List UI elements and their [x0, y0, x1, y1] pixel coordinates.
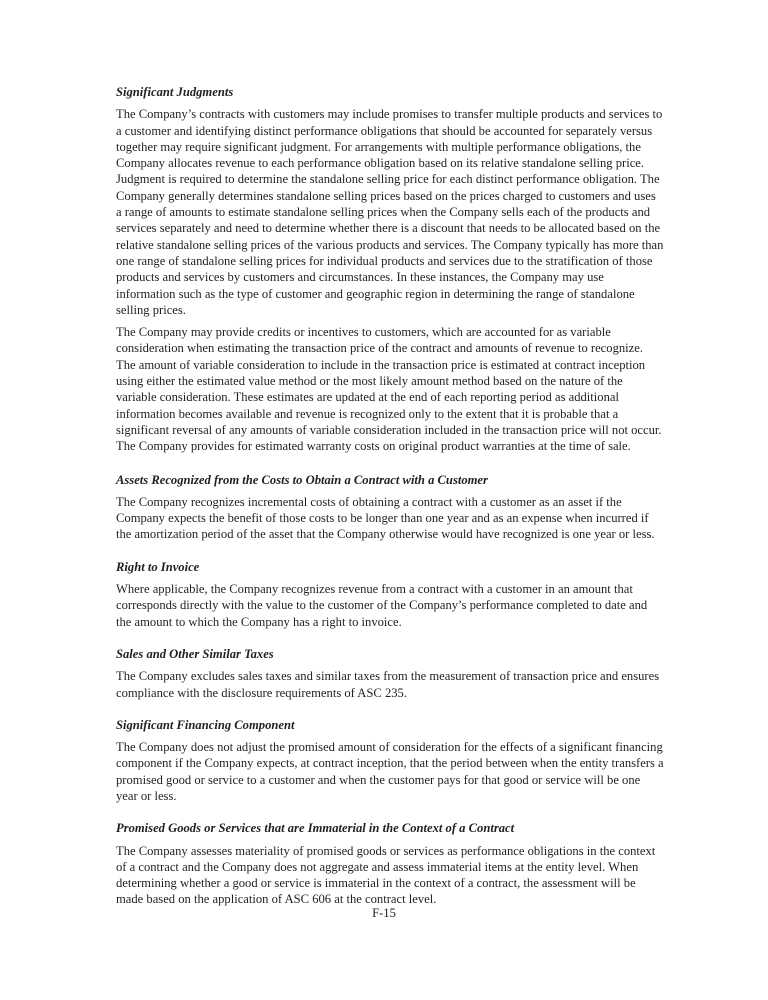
section-heading: Significant Financing Component: [116, 717, 295, 732]
text-line: selling prices.: [116, 302, 186, 317]
text-line: the amount to which the Company has a right to invoice.: [116, 614, 402, 629]
text-line: Where applicable, the Company recognizes revenue from a contract with a customer in an amount that: [116, 582, 633, 597]
text-line: corresponds directly with the value to the customer of the Company’s performance completed to date and: [116, 598, 648, 613]
text-line: Company allocates revenue to each performance obligation based on its relative standalone selling price.: [116, 156, 645, 171]
text-line: using either the estimated value method or the most likely amount method based on the nature of the: [116, 374, 623, 389]
section-heading: Right to Invoice: [116, 559, 200, 574]
text-line: the amortization period of the asset that the Company otherwise would have recognized is one year or less.: [116, 527, 655, 542]
text-line: made based on the application of ASC 606 at the contract level.: [116, 892, 437, 907]
text-line: promised good or service to a customer and when the customer pays for that good or service will be one: [116, 772, 641, 787]
text-line: relative standalone selling prices of the various products and services. The Company typically has more than: [116, 237, 664, 252]
text-line: year or less.: [116, 788, 177, 803]
text-line: compliance with the disclosure requirements of ASC 235.: [116, 685, 407, 700]
section-heading: Sales and Other Similar Taxes: [116, 646, 274, 661]
text-line: consideration when estimating the transaction price of the contract and amounts of revenue to recognize.: [116, 341, 643, 356]
text-line: component if the Company expects, at contract inception, that the period between when the entity transfers a: [116, 756, 664, 771]
text-line: determining whether a good or service is immaterial in the context of a contract, the assessment will be: [116, 876, 636, 891]
text-line: The amount of variable consideration to include in the transaction price is estimated at contract inception: [116, 357, 646, 372]
text-line: The Company assesses materiality of promised goods or services as performance obligations in the context: [116, 843, 656, 858]
page-number: F-15: [372, 906, 396, 920]
text-line: significant reversal of any amounts of variable consideration included in the transaction price will not occur.: [116, 422, 662, 437]
text-line: a range of amounts to estimate standalone selling prices when the Company sells each of the products and: [116, 205, 651, 220]
text-line: services separately and need to determine whether there is a discount that needs to be allocated based on the: [116, 221, 661, 236]
text-line: variable consideration. These estimates are updated at the end of each reporting period as additional: [116, 390, 619, 405]
text-line: The Company does not adjust the promised amount of consideration for the effects of a significant financing: [116, 740, 663, 755]
section-heading: Significant Judgments: [116, 85, 234, 99]
section-right-to-invoice: [116, 559, 682, 630]
text-line: The Company provides for estimated warranty costs on original product warranties at the time of sale.: [116, 439, 631, 454]
paragraph: [116, 668, 682, 701]
text-line: of a contract and the Company does not aggregate and assess immaterial items at the entity level. When: [116, 859, 639, 874]
text-line: The Company recognizes incremental costs of obtaining a contract with a customer as an asset if the: [116, 494, 622, 509]
text-line: Judgment is required to determine the standalone selling price for each distinct performance obligation. The: [116, 172, 660, 187]
section-immaterial-goods: [116, 820, 682, 907]
section-sales-taxes: [116, 646, 682, 701]
text-line: products and services by customers and circumstances. In these instances, the Company may use: [116, 270, 604, 285]
text-line: one range of standalone selling prices for individual products and services due to the stratification of those: [116, 253, 653, 268]
section-heading: Assets Recognized from the Costs to Obtain a Contract with a Customer: [116, 472, 488, 487]
text-line: together may require significant judgment. For arrangements with multiple performance obligations, the: [116, 139, 641, 154]
section-heading: Promised Goods or Services that are Immaterial in the Context of a Contract: [116, 821, 515, 836]
paragraph: [116, 106, 682, 318]
paragraph: [116, 324, 682, 454]
paragraph: [116, 581, 682, 630]
text-line: information such as the type of customer and geographic region in determining the range of standalone: [116, 286, 635, 301]
paragraph: [116, 494, 682, 543]
text-line: The Company may provide credits or incentives to customers, which are accounted for as variable: [116, 325, 611, 340]
text-line: Company generally determines standalone selling prices based on the prices charged to customers and uses: [116, 188, 656, 203]
section-financing-component: [116, 717, 682, 804]
section-significant-judgments: [116, 84, 682, 455]
section-contract-costs: [116, 472, 682, 543]
text-line: The Company’s contracts with customers may include promises to transfer multiple products and services to: [116, 107, 663, 122]
text-line: information becomes available and revenue is recognized only to the extent that it is probable that a: [116, 406, 619, 421]
paragraph: [116, 843, 682, 908]
document-page: [116, 84, 682, 924]
paragraph: [116, 739, 682, 804]
text-line: Company expects the benefit of those costs to be longer than one year and as an expense when incurred if: [116, 511, 649, 526]
text-line: The Company excludes sales taxes and similar taxes from the measurement of transaction price and ensures: [116, 669, 660, 684]
text-line: a customer and identifying distinct performance obligations that should be accounted for separately versus: [116, 123, 653, 138]
